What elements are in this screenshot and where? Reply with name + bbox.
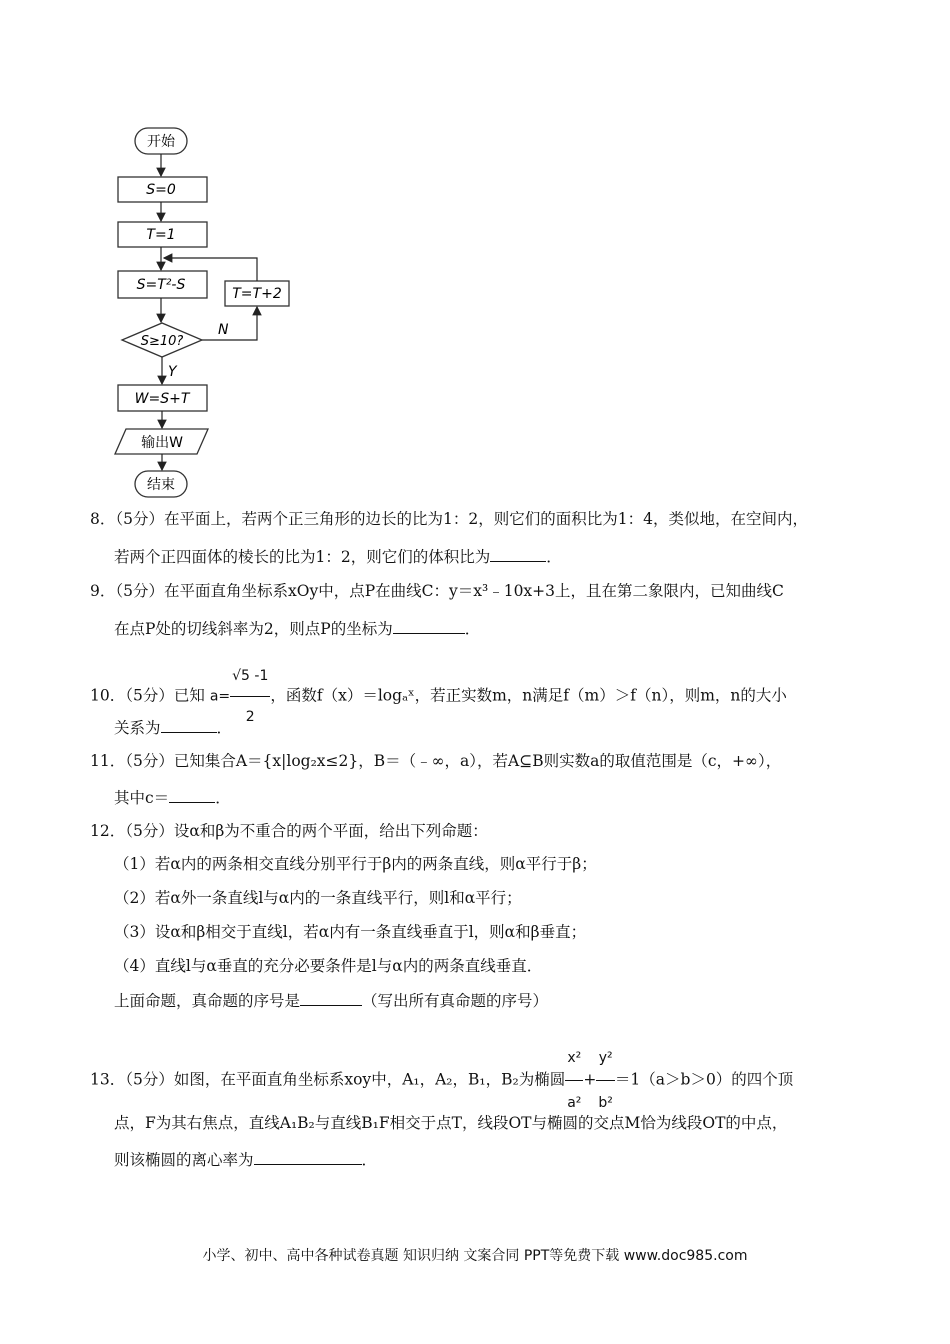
incr-label: T=T+2 (232, 286, 282, 302)
q9-line1: 9．（5分）在平面直角坐标系xOy中，点P在曲线C：y＝x³﹣10x+3上，且在第二象限内，已知曲线C (90, 582, 784, 600)
no-label: N (218, 322, 229, 338)
q11-line1: 11．（5分）已知集合A＝{x|log₂x≤2}，B＝（﹣∞，a），若A⊆B则实数a的取值范围是（c，+∞）， (90, 752, 782, 770)
q13-line2: 点，F为其右焦点，直线A₁B₂与直线B₁F相交于点T，线段OT与椭圆的交点M恰为线段OT的中点， (114, 1114, 788, 1132)
q10-line1: 10．（5分）已知 a= $\frac{√5 -1}{2}$ ，函数f（x）＝logₐˣ，若正实数m，n满足f（m）＞f（n），则m，n的大小 (90, 656, 787, 737)
q12-item-3: （3）设α和β相交于直线l，若α内有一条直线垂直于l，则α和β垂直； (114, 923, 587, 941)
q12-answer-blank[interactable] (300, 989, 362, 1006)
q10-answer-blank[interactable] (161, 716, 217, 733)
q11-answer-blank[interactable] (169, 786, 215, 803)
yes-label: Y (168, 364, 177, 380)
start-label: 开始 (147, 134, 175, 150)
w-label: W=S+T (134, 391, 190, 407)
q13-frac-x: $\frac{\text{x²}}{\text{a²}}$ (565, 1036, 583, 1125)
q13-frac-y: $\frac{\text{y²}}{\text{b²}}$ (596, 1036, 615, 1125)
q8-line2: 若两个正四面体的棱长的比为1：2，则它们的体积比为 ． (114, 545, 562, 568)
q10-fraction: $\frac{√5 -1}{2}$ (230, 656, 270, 737)
q12-item-1: （1）若α内的两条相交直线分别平行于β内的两条直线，则α平行于β； (114, 855, 597, 873)
q12-item-4: （4）直线l与α垂直的充分必要条件是l与α内的两条直线垂直． (114, 957, 543, 975)
q13-line1: 13．（5分）如图，在平面直角坐标系xoy中，A₁，A₂，B₁，B₂为椭圆 $\frac{\text{x²}}{\text{a²}}$ + $\frac{\text{y²}}{\text{b²}}$ ＝1（a＞b＞0）的四个顶 (90, 1036, 793, 1125)
q8-line1: 8．（5分）在平面上，若两个正三角形的边长的比为1：2，则它们的面积比为1：4，类似地，在空间内， (90, 510, 808, 528)
q11-line2: 其中c＝ ． (114, 786, 231, 809)
output-label: 输出W (141, 435, 183, 451)
page-footer: 小学、初中、高中各种试卷真题 知识归纳 文案合同 PPT等免费下载 www.doc985.com (202, 1248, 748, 1264)
s0-label: S=0 (146, 182, 176, 198)
q8-answer-blank[interactable] (490, 545, 546, 562)
q10-line2: 关系为 ． (114, 716, 232, 739)
end-label: 结束 (147, 477, 175, 493)
q13-line3: 则该椭圆的离心率为 ． (114, 1148, 377, 1171)
flowchart (100, 118, 300, 503)
q9-line2: 在点P处的切线斜率为2，则点P的坐标为 ． (114, 617, 480, 640)
cond-label: S≥10? (140, 334, 184, 349)
q12-last-line: 上面命题，真命题的序号是 （写出所有真命题的序号） (114, 989, 548, 1012)
q12-item-2: （2）若α外一条直线l与α内的一条直线平行，则l和α平行； (114, 889, 522, 907)
assign-label: S=T²-S (136, 277, 186, 293)
q9-answer-blank[interactable] (393, 617, 465, 634)
t1-label: T=1 (146, 227, 176, 243)
q12-line1: 12．（5分）设α和β为不重合的两个平面，给出下列命题： (90, 822, 488, 840)
q13-answer-blank[interactable] (254, 1148, 362, 1165)
